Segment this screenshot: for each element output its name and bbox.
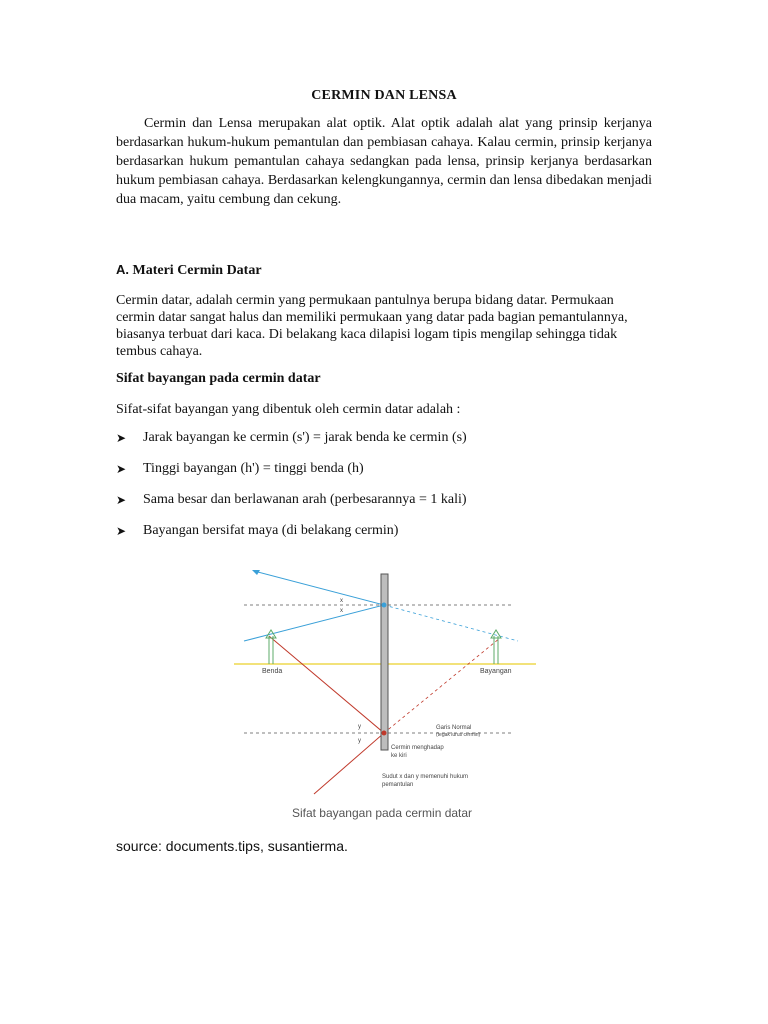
blue-ray-virtual bbox=[384, 605, 518, 641]
properties-heading: Sifat bayangan pada cermin datar bbox=[116, 371, 321, 386]
list-item bbox=[116, 523, 467, 554]
section-letter: A. bbox=[116, 262, 129, 277]
blue-ray-incident bbox=[254, 571, 384, 605]
angle-x-label-1: x bbox=[340, 598, 343, 604]
properties-lead: Sifat-sifat bayangan yang dibentuk oleh cermin datar adalah : bbox=[116, 402, 461, 417]
mirror-label-1: Cermin menghadap bbox=[391, 745, 444, 751]
mirror-label-2: ke kiri bbox=[391, 753, 407, 759]
list-item bbox=[116, 461, 467, 492]
list-item-text: Jarak bayangan ke cermin (s') = jarak benda ke cermin (s) bbox=[143, 430, 467, 445]
mirror-diagram bbox=[214, 556, 550, 802]
angle-law-label-2: pemantulan bbox=[382, 782, 414, 788]
list-item-text: Tinggi bayangan (h') = tinggi benda (h) bbox=[143, 461, 364, 476]
figure-caption: Sifat bayangan pada cermin datar bbox=[291, 806, 473, 820]
arrowhead-bullet-icon: ➤ bbox=[116, 431, 127, 445]
section-a-heading bbox=[116, 262, 262, 279]
page-title: CERMIN DAN LENSA bbox=[311, 88, 457, 103]
arrowhead-bullet-icon: ➤ bbox=[116, 462, 127, 476]
section-title: Materi Cermin Datar bbox=[132, 263, 262, 278]
normal-line-label: Garis Normal bbox=[436, 725, 472, 731]
reflection-point-bottom bbox=[382, 731, 387, 736]
arrowhead-bullet-icon: ➤ bbox=[116, 493, 127, 507]
red-ray-virtual bbox=[384, 638, 500, 733]
object-label: Benda bbox=[262, 668, 283, 675]
mirror-diagram-svg bbox=[214, 556, 550, 802]
object-arrow bbox=[266, 630, 276, 664]
source-note: source: documents.tips, susantierma. bbox=[116, 838, 348, 854]
reflection-point-top bbox=[382, 603, 387, 608]
plane-mirror bbox=[381, 574, 388, 750]
section-a-paragraph: Cermin datar, adalah cermin yang permukaan pantulnya berupa bidang datar. Permukaan cermin datar sangat halus dan memiliki permukaan yang datar pada bagian pemantulannya, biasanya terbuat dari kaca. Di belakang kaca dilapisi logam tipis mengilap sehingga tidak tembus cahaya. bbox=[116, 293, 628, 359]
red-ray-reflected bbox=[314, 733, 384, 794]
properties-list bbox=[116, 430, 467, 554]
angle-x-label-2: x bbox=[340, 608, 343, 614]
intro-paragraph: Cermin dan Lensa merupakan alat optik. Alat optik adalah alat yang prinsip kerjanya berdasarkan hukum-hukum pemantulan dan pembiasan cahaya. Kalau cermin, prinsip kerjanya berdasarkan hukum pemantulan cahaya sedangkan pada lensa, prinsip kerjanya berdasarkan hukum pembiasan cahaya. Berdasarkan kelengkungannya, cermin dan lensa dibedakan menjadi dua macam, yaitu cembung dan cekung. bbox=[116, 116, 652, 207]
arrowhead-bullet-icon: ➤ bbox=[116, 524, 127, 538]
angle-law-label-1: Sudut x dan y memenuhi hukum bbox=[382, 774, 469, 780]
list-item-text: Bayangan bersifat maya (di belakang cermin) bbox=[143, 523, 399, 538]
normal-line-sublabel: (tegak lurus cermin) bbox=[436, 732, 481, 738]
list-item bbox=[116, 492, 467, 523]
angle-y-label-2: y bbox=[358, 738, 361, 744]
red-ray-incident bbox=[269, 636, 384, 733]
image-label: Bayangan bbox=[480, 668, 512, 675]
list-item-text: Sama besar dan berlawanan arah (perbesarannya = 1 kali) bbox=[143, 492, 467, 507]
angle-y-label-1: y bbox=[358, 724, 361, 730]
list-item bbox=[116, 430, 467, 461]
blue-ray-reflected bbox=[244, 605, 384, 641]
